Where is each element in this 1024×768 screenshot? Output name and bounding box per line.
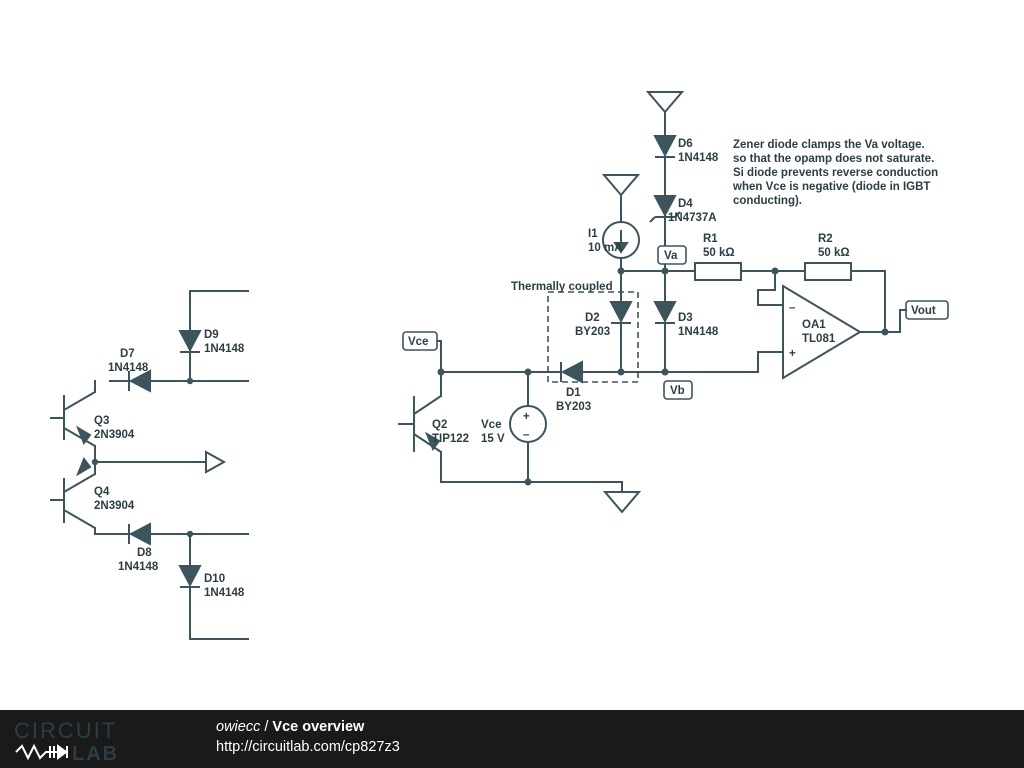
junction-dot <box>882 329 889 336</box>
note-line-3: Si diode prevents reverse conduction <box>733 167 939 179</box>
net-label-vce: Vce <box>408 336 429 348</box>
component-q4[interactable] <box>50 459 95 534</box>
note-line-4: when Vce is negative (diode in IGBT <box>733 181 931 193</box>
net-port-vce[interactable] <box>403 332 437 350</box>
label-d1-value: BY203 <box>556 401 592 413</box>
label-d9-name: D9 <box>204 329 219 341</box>
component-i1[interactable] <box>603 175 639 271</box>
label-d1-name: D1 <box>566 387 581 399</box>
label-r2-value: 50 kΩ <box>818 247 850 259</box>
footer-author[interactable]: owiecc <box>216 719 261 735</box>
label-q2-name: Q2 <box>432 419 448 431</box>
supply-arrow-top <box>648 92 682 112</box>
label-d7-value: 1N4148 <box>108 362 149 374</box>
footer-url[interactable]: http://circuitlab.com/cp827z3 <box>216 739 400 755</box>
component-d6[interactable] <box>655 136 675 157</box>
junction-dot <box>187 378 193 384</box>
junction-dot <box>662 369 669 376</box>
net-port-vout[interactable] <box>900 301 948 332</box>
junction-dot <box>772 268 779 275</box>
component-q3[interactable] <box>50 381 95 462</box>
label-q3-name: Q3 <box>94 415 110 427</box>
junction-dot <box>92 459 98 465</box>
source-minus-sign: – <box>523 429 530 441</box>
wire-left-top <box>190 291 248 381</box>
note-line-1: Zener diode clamps the Va voltage. <box>733 139 925 151</box>
label-d10-name: D10 <box>204 573 226 585</box>
wire-vb-to-opamp-plus <box>665 352 758 372</box>
junction-dot <box>618 369 625 376</box>
label-d3-value: 1N4148 <box>678 326 719 338</box>
label-vce-source-name: Vce <box>481 419 502 431</box>
label-d9-value: 1N4148 <box>204 343 245 355</box>
label-d4-name: D4 <box>678 198 693 210</box>
resistor-icon <box>16 746 62 758</box>
label-d8-name: D8 <box>137 547 152 559</box>
logo-text-lab: LAB <box>72 743 120 764</box>
label-q4-name: Q4 <box>94 486 110 498</box>
label-q3-value: 2N3904 <box>94 429 135 441</box>
logo-text-circuit: CIRCUIT <box>14 718 118 743</box>
component-r1[interactable] <box>695 263 775 280</box>
label-r2-name: R2 <box>818 233 833 245</box>
label-d6-name: D6 <box>678 138 693 150</box>
component-d9[interactable] <box>180 331 200 352</box>
footer-info <box>216 717 400 757</box>
label-r1-name: R1 <box>703 233 718 245</box>
label-r1-value: 50 kΩ <box>703 247 735 259</box>
ground-symbol <box>605 492 639 512</box>
label-d4-value: 1N4737A <box>668 212 717 224</box>
diode-icon <box>58 746 67 758</box>
note-line-5: conducting). <box>733 195 802 207</box>
component-d10[interactable] <box>180 566 200 587</box>
footer-title: Vce overview <box>272 719 365 735</box>
label-d10-value: 1N4148 <box>204 587 245 599</box>
left-output-arrow <box>206 452 224 472</box>
net-label-vb: Vb <box>670 385 685 397</box>
component-oa1[interactable] <box>758 286 900 378</box>
label-oa1-name: OA1 <box>802 319 826 331</box>
label-d2-value: BY203 <box>575 326 611 338</box>
net-port-va[interactable] <box>658 246 686 264</box>
footer-separator: / <box>264 719 269 735</box>
label-thermally-coupled: Thermally coupled <box>511 281 613 293</box>
source-plus-sign: + <box>523 411 530 423</box>
component-d1[interactable] <box>561 362 582 382</box>
net-label-vout: Vout <box>911 305 936 317</box>
label-d2-name: D2 <box>585 312 600 324</box>
net-label-va: Va <box>664 250 678 262</box>
component-vce-source[interactable] <box>510 372 546 482</box>
label-q2-value: TIP122 <box>432 433 470 445</box>
footer-bar <box>0 710 1024 768</box>
note-line-2: so that the opamp does not saturate. <box>733 153 935 165</box>
opamp-plus-sign: + <box>789 348 796 360</box>
circuitlab-logo[interactable] <box>14 716 194 764</box>
component-d3[interactable] <box>655 271 675 372</box>
label-vce-source-value: 15 V <box>481 433 505 445</box>
component-r2[interactable] <box>775 263 885 280</box>
component-d2[interactable] <box>611 302 631 372</box>
label-i1-name: I1 <box>588 228 598 240</box>
wire-inverting-input <box>758 290 775 305</box>
label-d6-value: 1N4148 <box>678 152 719 164</box>
label-q4-value: 2N3904 <box>94 500 135 512</box>
label-d8-value: 1N4148 <box>118 561 159 573</box>
junction-dot <box>525 479 532 486</box>
net-port-vb[interactable] <box>664 381 692 399</box>
component-d7[interactable] <box>129 371 150 391</box>
label-d7-name: D7 <box>120 348 135 360</box>
opamp-minus-sign: – <box>789 302 796 314</box>
label-oa1-value: TL081 <box>802 333 836 345</box>
label-i1-value: 10 mA <box>588 242 623 254</box>
label-d3-name: D3 <box>678 312 693 324</box>
